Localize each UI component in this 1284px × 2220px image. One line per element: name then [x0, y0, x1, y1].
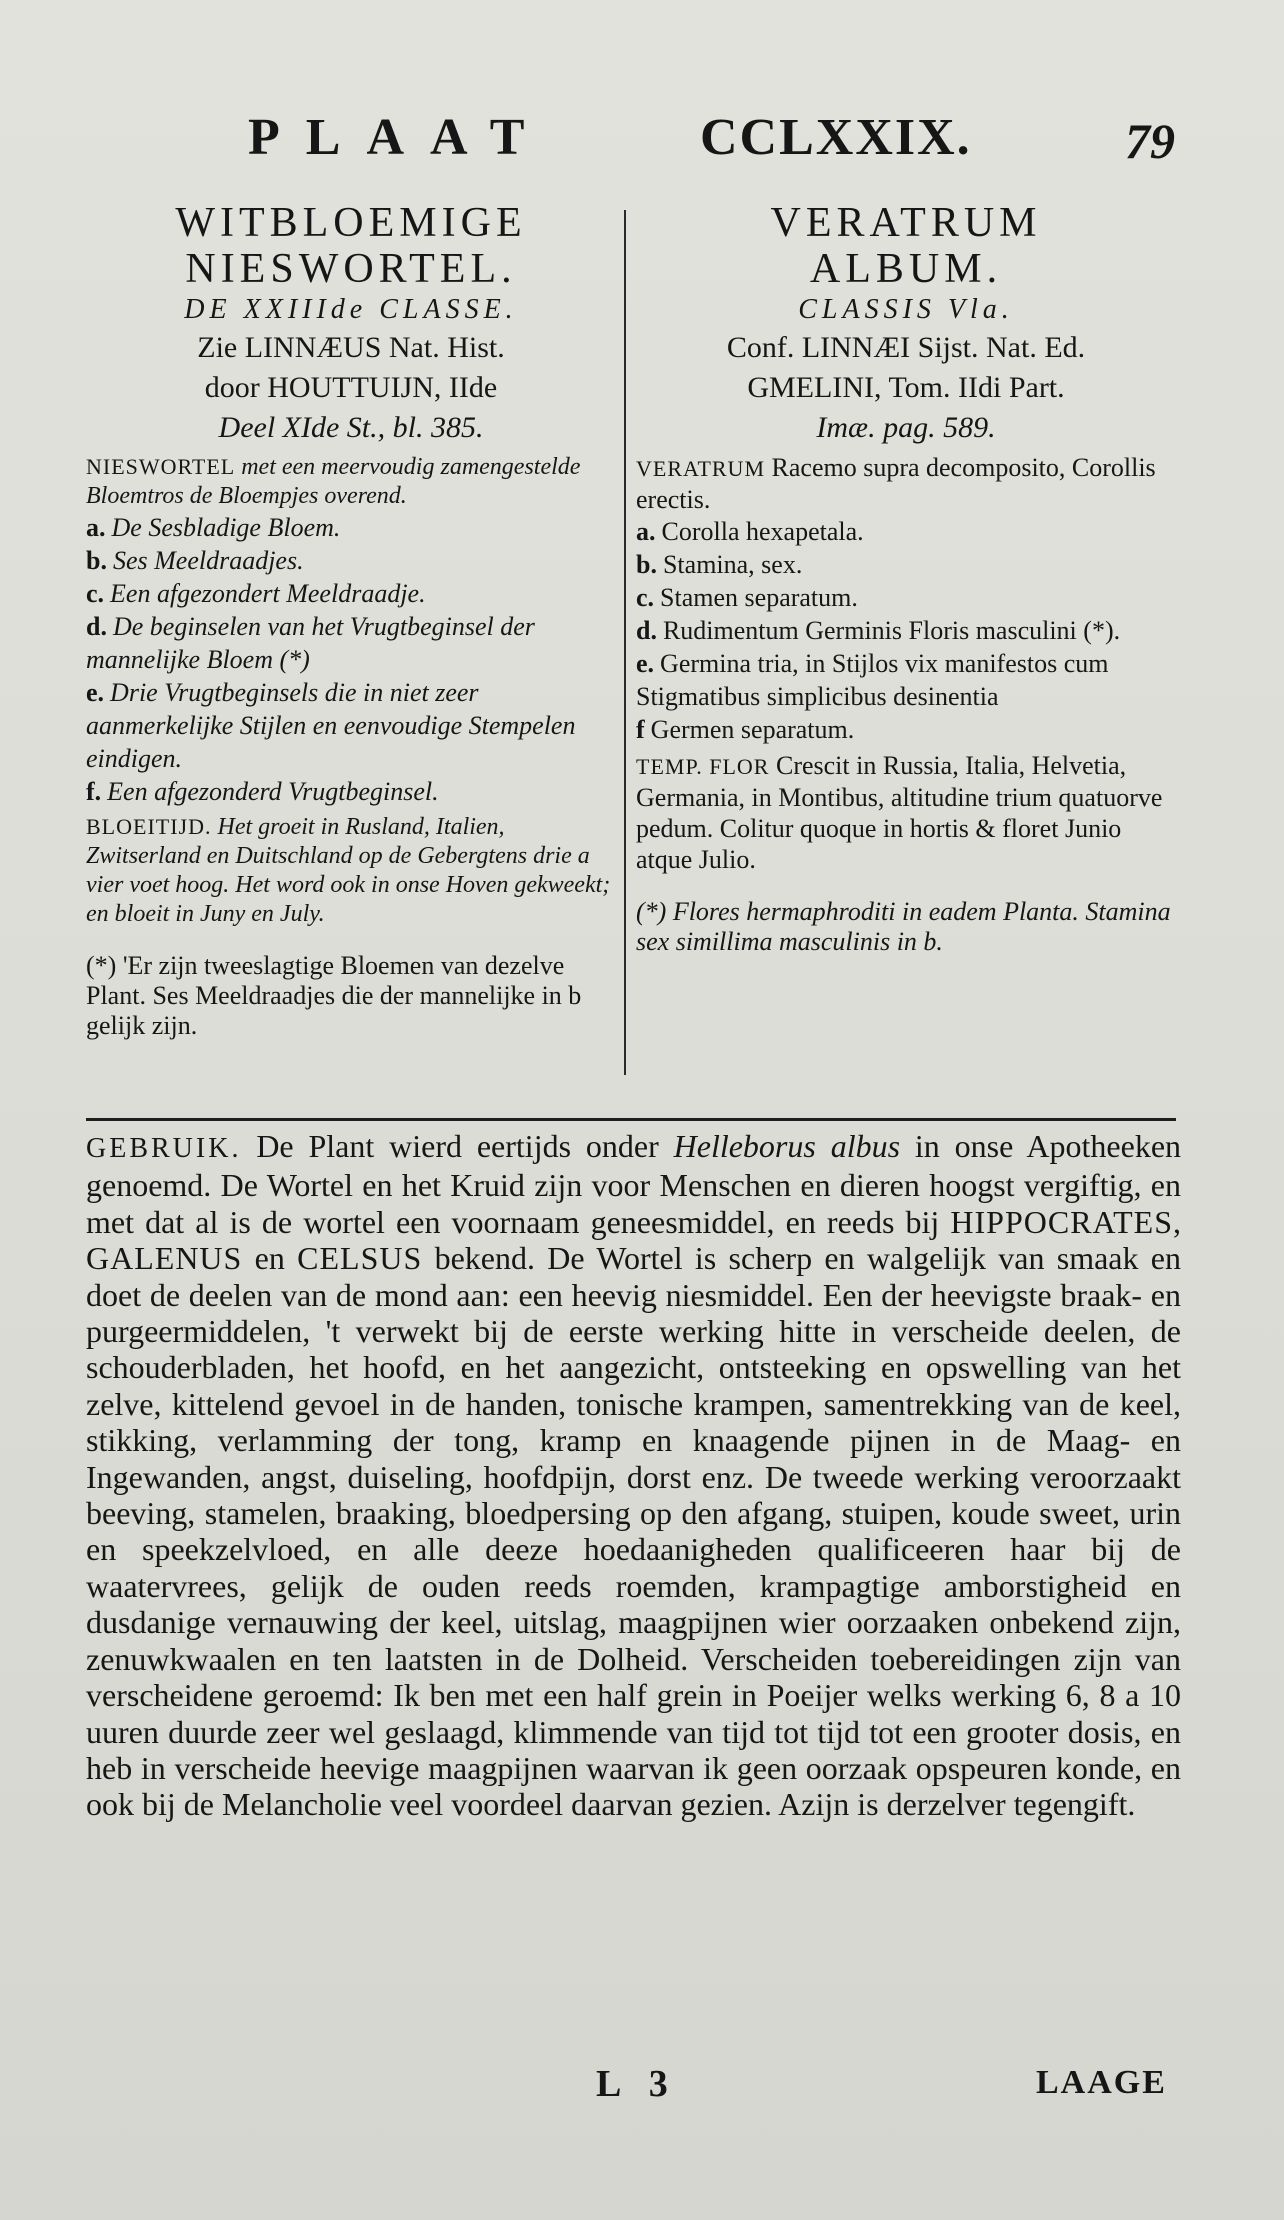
dutch-description-lead: NIESWORTEL [86, 454, 236, 479]
dutch-title-line1: WITBLOEMIGE [175, 200, 527, 246]
dutch-flowering-time [86, 812, 616, 929]
latin-title-line1: VERATRUM [770, 200, 1042, 246]
list-item: d. De beginselen van het Vrugtbeginsel der mannelijke Bloem (*) [86, 612, 535, 674]
list-item: b. Ses Meeldraadjes. [86, 546, 304, 575]
latin-reference-line2: GMELINI, Tom. IIdi Part. [747, 371, 1065, 404]
helleborus-name: Helleborus albus [673, 1128, 901, 1164]
latin-flowering-time [636, 750, 1176, 875]
plaat-label: PLAAT [248, 109, 551, 166]
dutch-flowering-text: Het groeit in Rusland, Italien, Zwitserland en Duitschland op de Gebergtens drie a vier voet hoog. Het word ook in onse Hoven gekweekt; en bloeit in Juny en July. [86, 814, 611, 927]
catchword: LAAGE [1036, 2064, 1167, 2101]
list-item: d. Rudimentum Germinis Floris masculini (*). [636, 616, 1121, 645]
latin-classis: CLASSIS Vla. [798, 294, 1014, 325]
dutch-description-text: met een meervoudig zamengestelde Bloemtros de Bloempjes overend. [86, 454, 581, 509]
page-number: 79 [1125, 113, 1175, 169]
dutch-reference-line1: Zie LINNÆUS Nat. Hist. [197, 331, 505, 364]
usage-lead: GEBRUIK. [86, 1133, 242, 1164]
latin-reference-line3: Imæ. pag. 589. [816, 411, 996, 444]
author-galenus: GALENUS [86, 1240, 243, 1277]
dutch-classis: DE XXIIIde CLASSE. [184, 294, 518, 325]
dutch-reference-line2: door HOUTTUIJN, IIde [204, 371, 498, 404]
list-item: e. Drie Vrugtbeginsels die in niet zeer aanmerkelijke Stijlen en eenvoudige Stempelen eindigen. [86, 678, 576, 773]
latin-flowering-text: Crescit in Russia, Italia, Helvetia, Germania, in Montibus, altitudine trium quatuorve pedum. Colitur quoque in hortis & floret Junio atque Julio. [636, 751, 1163, 874]
dutch-description [86, 452, 616, 511]
dutch-title-line2: NIESWORTEL. [185, 246, 517, 292]
latin-flowering-lead: TEMP. FLOR [636, 754, 770, 779]
dutch-column [86, 200, 616, 1041]
page-header [0, 108, 1284, 178]
dutch-flowering-lead: BLOEITIJD. [86, 814, 212, 839]
latin-reference-line1: Conf. LINNÆI Sijst. Nat. Ed. [726, 331, 1086, 364]
plate-number: CCLXXIX. [700, 109, 972, 166]
signature-mark: L 3 [596, 2063, 678, 2105]
latin-column [636, 200, 1176, 957]
author-hippocrates: HIPPOCRATES [950, 1203, 1173, 1240]
list-item: c. Een afgezondert Meeldraadje. [86, 579, 426, 608]
latin-description [636, 452, 1176, 515]
author-celsus: CELSUS [297, 1240, 423, 1277]
dutch-footnote: (*) 'Er zijn tweeslagtige Bloemen van dezelve Plant. Ses Meeldraadjes die der mannelijke in b gelijk zijn. [86, 951, 582, 1040]
list-item: a. De Sesbladige Bloem. [86, 513, 341, 542]
latin-description-text: Racemo supra decomposito, Corollis erectis. [636, 453, 1156, 514]
list-item: c. Stamen separatum. [636, 583, 858, 612]
latin-description-lead: VERATRUM [636, 456, 766, 481]
column-divider [624, 210, 626, 1075]
latin-title-line2: ALBUM. [809, 246, 1003, 292]
usage-paragraph: GEBRUIK. De Plant wierd eertijds onder Helleborus albus in onse Apotheeken genoemd. De Wortel en het Kruid zijn voor Menschen en dieren hoogst vergiftig, en met dat al is de wortel een voornaam geneesmiddel, en reeds bij HIPPOCRATES, GALENUS en CELSUS bekend. De Wortel is scherp en walgelijk van smaak en doet de deelen van de mond aan: een heevig niesmiddel. Een der heevigste braak- en purgeermiddelen, 't verwekt bij de eerste werking hitte in verscheide deelen, de schouderbladen, het hoofd, en het aangezicht, ontsteeking en opswelling van het zelve, kittelend gevoel in de handen, tonische krampen, samentrekking van de keel, stikking, verlamming der tong, kramp en knaagende pijnen in de Maag- en Ingewanden, angst, duiseling, hoofdpijn, dorst enz. De tweede werking veroorzaakt beeving, stamelen, braaking, bloedpersing op den afgang, stuipen, koude sweet, urin en speekzelvloed, en alle deeze hoedaanigheden qualificeeren haar bij de waatervrees, gelijk de ouden reeds roemden, krampagtige amborstigheid en dusdanige vernauwing der keel, uitslag, maagpijnen wier oorzaaken onbekend zijn, zenuwkwaalen en ten laatsten in de Dolheid. Verscheiden toebereidingen zijn van verscheidene geroemd: Ik ben met een half grein in Poeijer welks werking 6, 8 a 10 uuren duurde zeer wel geslaagd, klimmende van tijd tot tijd tot een grooter dosis, en heb in verscheide heevige maagpijnen waarvan ik geen oorzaak opspeuren konde, en ook bij de Melancholie veel voordeel daarvan gezien. Azijn is derzelver tegengift. [86, 1128, 1182, 1823]
latin-footnote: (*) Flores hermaphroditi in eadem Planta. Stamina sex simillima masculinis in b. [636, 897, 1171, 956]
list-item: f. Een afgezonderd Vrugtbeginsel. [86, 777, 439, 806]
list-item: b. Stamina, sex. [636, 550, 803, 579]
section-rule [86, 1118, 1176, 1121]
list-item: f Germen separatum. [636, 715, 855, 744]
list-item: a. Corolla hexapetala. [636, 517, 864, 546]
list-item: e. Germina tria, in Stijlos vix manifestos cum Stigmatibus simplicibus desinentia [636, 649, 1109, 711]
dutch-reference-line3: Deel XIde St., bl. 385. [218, 411, 484, 444]
